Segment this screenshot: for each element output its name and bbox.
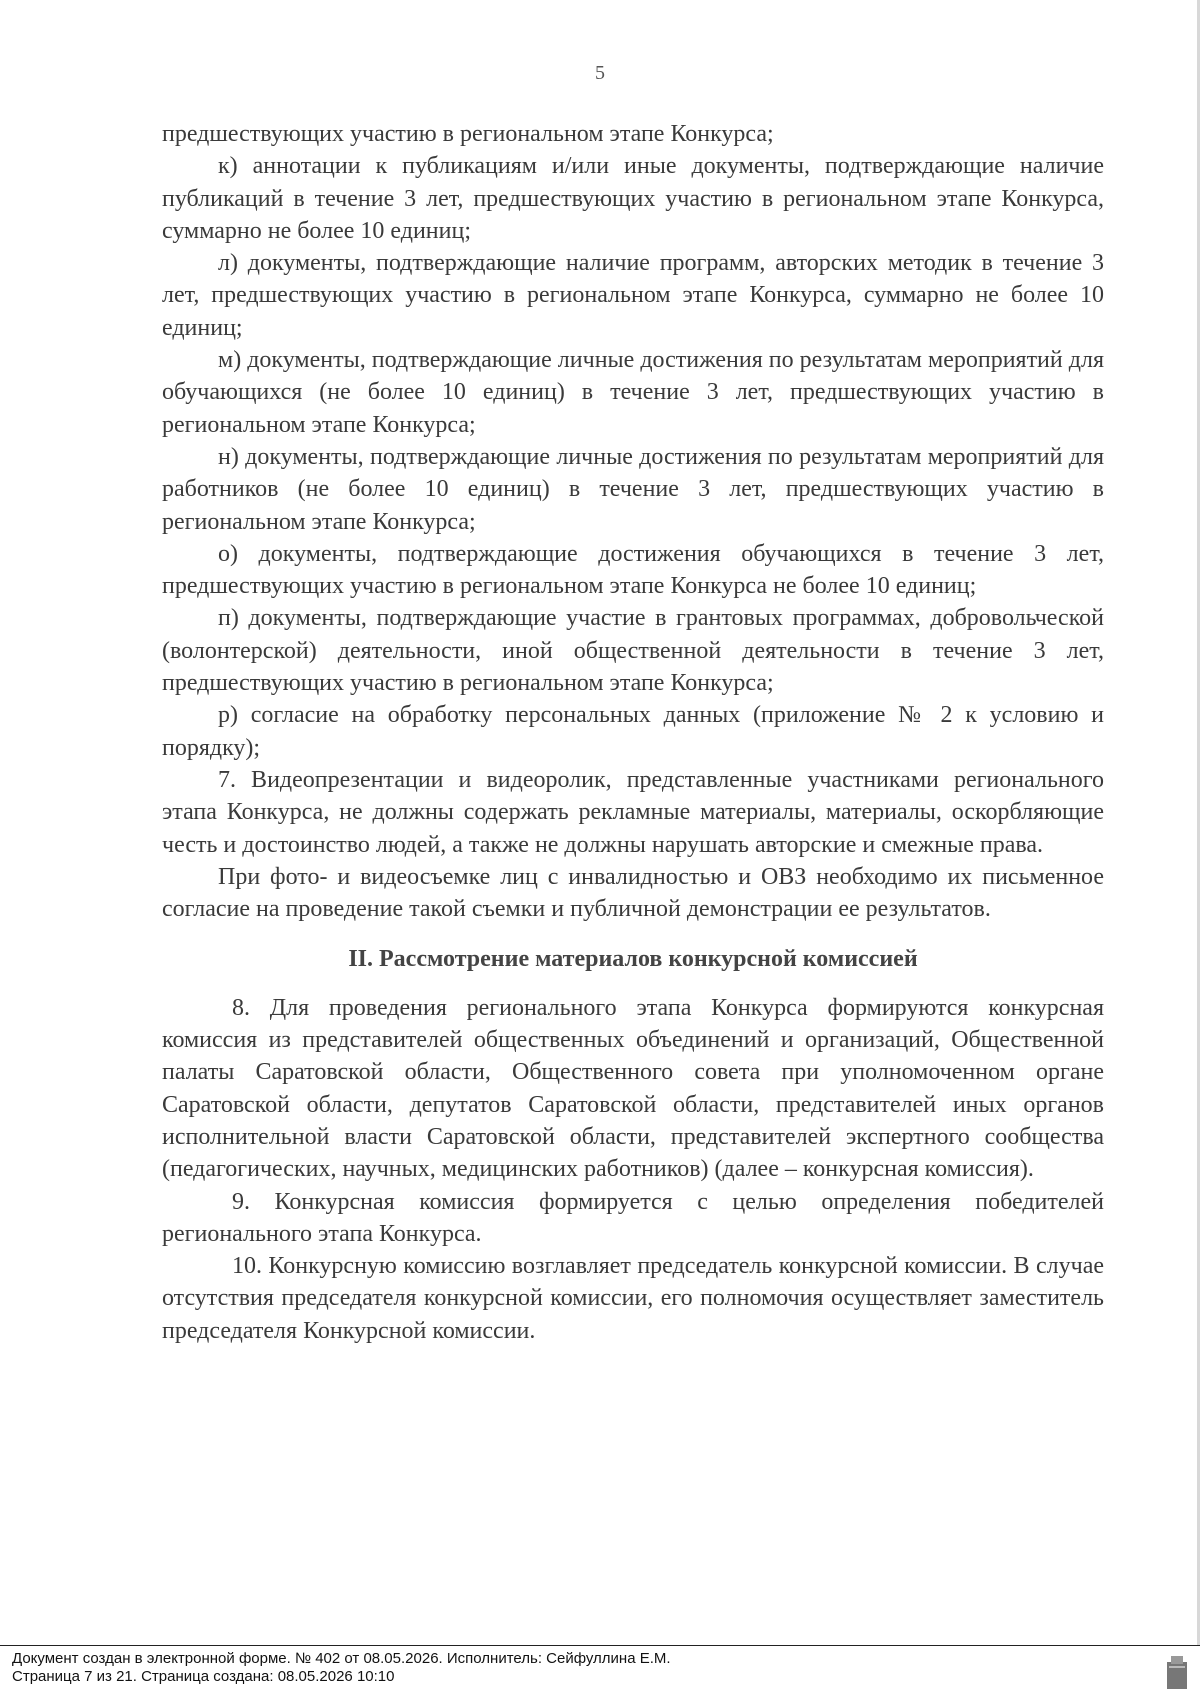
paragraph-item-l: л) документы, подтверждающие наличие программ, авторских методик в течение 3 лет, предшествующих участию в региональном этапе Конкурса, суммарно не более 10 единиц; [162, 250, 1104, 341]
paragraph-8: 8. Для проведения регионального этапа Конкурса формируются конкурсная комиссия из представителей общественных объединений и организаций, Общественной палаты Саратовской области, Общественного совета при уполномоченном органе Саратовской области, депутатов Саратовской области, представителей иных органов исполнительной власти Саратовской области, представителей экспертного сообщества (педагогических, научных, медицинских работников) (далее – конкурсная комиссия). [162, 994, 1104, 1183]
paragraph-9: 9. Конкурсная комиссия формируется с целью определения победителей регионального этапа Конкурса. [162, 1188, 1104, 1247]
paragraph-item-p: п) документы, подтверждающие участие в грантовых программах, добровольческой (волонтерской) деятельности, иной общественной деятельности в течение 3 лет, предшествующих участию в региональном этапе Конкурса; [162, 605, 1104, 697]
footer-bar [0, 1645, 1200, 1699]
footer-line-1: Документ создан в электронной форме. № 402 от 08.05.2026. Исполнитель: Сейфуллина Е.М. [12, 1650, 671, 1667]
section-heading: II. Рассмотрение материалов конкурсной комиссией [348, 946, 918, 973]
paragraph-item-k: к) аннотации к публикациям и/или иные документы, подтверждающие наличие публикаций в течение 3 лет, предшествующих участию в региональном этапе Конкурса, суммарно не более 10 единиц; [162, 153, 1104, 244]
paragraph-item-n: н) документы, подтверждающие личные достижения по результатам мероприятий для работников (не более 10 единиц) в течение 3 лет, предшествующих участию в региональном этапе Конкурса; [162, 443, 1104, 535]
paragraph-item-o: о) документы, подтверждающие достижения обучающихся в течение 3 лет, предшествующих участию в региональном этапе Конкурса не более 10 единиц; [162, 540, 1104, 600]
paragraph-7: 7. Видеопрезентации и видеоролик, представленные участниками регионального этапа Конкурса, не должны содержать рекламные материалы, материалы, оскорбляющие честь и достоинство людей, а также не должны нарушать авторские и смежные права. [162, 766, 1104, 858]
document-body [162, 118, 1104, 1347]
paragraph-continuation: предшествующих участию в региональном этапе Конкурса; [162, 121, 774, 147]
footer-line-2: Страница 7 из 21. Страница создана: 08.05.2026 10:10 [12, 1668, 395, 1685]
paragraph-item-m: м) документы, подтверждающие личные достижения по результатам мероприятий для обучающихся (не более 10 единиц) в течение 3 лет, предшествующих участию в региональном этапе Конкурса; [162, 347, 1104, 438]
footer-text [12, 1650, 671, 1686]
paragraph-photo-consent: При фото- и видеосъемке лиц с инвалидностью и ОВЗ необходимо их письменное согласие на проведение такой съемки и публичной демонстрации ее результатов. [162, 863, 1104, 923]
page-number: 5 [595, 62, 605, 84]
document-stamp-icon [1166, 1654, 1188, 1690]
paragraph-10: 10. Конкурсную комиссию возглавляет председатель конкурсной комиссии. В случае отсутствия председателя конкурсной комиссии, его полномочия осуществляет заместитель председателя Конкурсной комиссии. [162, 1253, 1104, 1344]
paragraph-item-r: р) согласие на обработку персональных данных (приложение № 2 к условию и порядку); [162, 702, 1104, 761]
